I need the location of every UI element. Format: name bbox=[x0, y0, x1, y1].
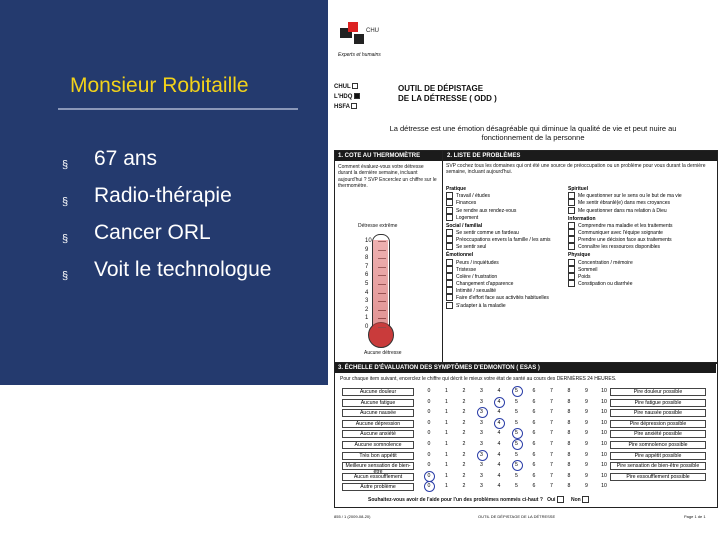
esas-left-label: Aucun essoufflement bbox=[342, 473, 414, 481]
esas-row bbox=[342, 418, 706, 428]
problem-group-title: Information bbox=[568, 215, 596, 222]
bullet-item bbox=[60, 257, 310, 282]
esas-row bbox=[342, 428, 706, 438]
therm-scale-number: 0 bbox=[365, 324, 369, 330]
problem-item-label: Faire d'effort face aux activités habituelles bbox=[456, 295, 549, 302]
problem-item-label: Communiquer avec l'équipe soignante bbox=[578, 229, 663, 236]
problem-item-label: Colère / frustration bbox=[456, 273, 498, 280]
institution-chul: CHUL bbox=[334, 82, 363, 92]
esas-number[interactable]: 3 bbox=[480, 419, 483, 426]
esas-number[interactable]: 0 bbox=[427, 441, 431, 447]
esas-number[interactable]: 0 bbox=[427, 451, 431, 458]
esas-number[interactable]: 5 bbox=[515, 462, 518, 469]
esas-number[interactable]: 2 bbox=[462, 483, 466, 490]
esas-number[interactable]: 10 bbox=[601, 388, 607, 394]
problem-item-label: Se sentir comme un fardeau bbox=[456, 229, 519, 236]
bullet-text: 67 ans bbox=[94, 147, 158, 170]
esas-circled-mark bbox=[512, 386, 523, 397]
esas-circled-mark bbox=[477, 407, 488, 418]
section1-header: 1. COTE AU THERMOMÈTRE bbox=[335, 151, 444, 161]
problem-checkbox[interactable] bbox=[446, 236, 453, 243]
problem-checkbox[interactable] bbox=[446, 266, 453, 273]
problem-item-label: Se rendre aux rendez-vous bbox=[456, 207, 517, 214]
problem-item[interactable] bbox=[568, 266, 712, 273]
esas-number[interactable]: 8 bbox=[567, 451, 571, 458]
esas-row bbox=[342, 471, 706, 481]
esas-left-label: Aucune dépression bbox=[342, 420, 414, 428]
tool-subtitle: DE LA DÉTRESSE ( ODD ) bbox=[398, 94, 497, 103]
problem-group-title: Physique bbox=[568, 252, 591, 259]
problem-item-label: Travail / études bbox=[456, 193, 490, 200]
esas-number[interactable]: 2 bbox=[462, 419, 466, 426]
problem-item-label: Poids bbox=[578, 273, 591, 280]
esas-number[interactable]: 4 bbox=[497, 462, 501, 469]
problem-item-label: Intimité / sexualité bbox=[456, 288, 497, 295]
problem-item-label: Changement d'apparence bbox=[456, 280, 514, 287]
bullet-marker: § bbox=[62, 233, 69, 245]
distress-screening-form bbox=[328, 0, 720, 540]
esas-number[interactable]: 4 bbox=[497, 388, 501, 394]
esas-number[interactable]: 8 bbox=[567, 419, 571, 426]
esas-number[interactable]: 9 bbox=[585, 430, 588, 437]
esas-number[interactable]: 9 bbox=[585, 409, 588, 416]
esas-number[interactable]: 1 bbox=[445, 409, 448, 416]
institution-list bbox=[334, 82, 363, 112]
section3-instructions: Pour chaque item suivant, encerclez le chiffre qui décrit le mieux votre état de santé au cours des DERNIÈRES 24 HEURES. bbox=[340, 376, 617, 382]
esas-number[interactable]: 8 bbox=[567, 483, 571, 490]
problem-item[interactable] bbox=[568, 199, 712, 206]
problem-item[interactable] bbox=[446, 243, 576, 250]
problem-item[interactable] bbox=[446, 259, 576, 266]
esas-number[interactable]: 10 bbox=[601, 483, 607, 490]
problem-item[interactable] bbox=[446, 229, 576, 236]
esas-number[interactable]: 1 bbox=[445, 483, 448, 490]
problem-item-label: Préoccupations envers la famille / les amis bbox=[456, 237, 551, 244]
esas-number[interactable]: 6 bbox=[532, 462, 536, 469]
problem-item-label: Logement bbox=[456, 214, 479, 221]
problem-item[interactable] bbox=[446, 266, 576, 273]
problem-checkbox[interactable] bbox=[568, 199, 575, 206]
problem-item[interactable] bbox=[446, 302, 576, 309]
therm-scale-number: 9 bbox=[365, 246, 369, 253]
esas-circled-mark bbox=[477, 450, 488, 461]
problem-groups-left bbox=[446, 184, 576, 309]
problem-group-title: Social / familial bbox=[446, 222, 483, 229]
problem-item-label: Me questionner dans ma relation à Dieu bbox=[578, 207, 667, 214]
title-divider bbox=[58, 108, 298, 110]
esas-number[interactable]: 0 bbox=[427, 462, 431, 469]
slide-title: Monsieur Robitaille bbox=[70, 74, 249, 97]
esas-left-label: Aucune anxiété bbox=[342, 430, 414, 438]
problem-item[interactable] bbox=[446, 294, 576, 301]
esas-number[interactable]: 9 bbox=[585, 441, 588, 447]
problem-checkbox[interactable] bbox=[568, 229, 575, 236]
esas-number[interactable]: 7 bbox=[550, 441, 553, 447]
esas-row bbox=[342, 481, 706, 491]
bullet-text: Voit le technologue bbox=[94, 258, 272, 281]
problem-item[interactable] bbox=[446, 207, 576, 214]
problem-group-title: Pratique bbox=[446, 186, 467, 192]
problem-group-title: Spirituel bbox=[568, 186, 589, 192]
logo-tagline: Experts et humains bbox=[338, 52, 381, 58]
esas-number[interactable]: 2 bbox=[462, 430, 466, 437]
problem-checkbox[interactable] bbox=[446, 302, 453, 309]
problem-item-label: Constipation ou diarrhée bbox=[578, 280, 633, 287]
bullet-text: Cancer ORL bbox=[94, 221, 211, 244]
bullet-item bbox=[60, 183, 310, 208]
esas-right-label: Pire somnolence possible bbox=[610, 441, 706, 449]
problem-item-label: Sommeil bbox=[578, 266, 598, 273]
esas-number[interactable]: 6 bbox=[532, 451, 536, 458]
footer-center: OUTIL DE DÉPISTAGE DE LA DÉTRESSE bbox=[478, 514, 556, 519]
esas-number[interactable]: 1 bbox=[445, 388, 448, 394]
esas-number[interactable]: 8 bbox=[567, 430, 571, 437]
problem-item[interactable] bbox=[568, 192, 712, 199]
esas-number[interactable]: 2 bbox=[462, 472, 466, 479]
problem-item[interactable] bbox=[446, 214, 576, 221]
problem-checkbox[interactable] bbox=[568, 192, 575, 199]
problem-item[interactable] bbox=[568, 243, 712, 250]
problem-checkbox[interactable] bbox=[568, 236, 575, 243]
esas-number[interactable]: 2 bbox=[462, 462, 466, 469]
problem-item-label: Me questionner sur le sens ou le but de ma vie bbox=[578, 193, 682, 200]
esas-number[interactable]: 5 bbox=[515, 419, 518, 426]
esas-right-label: Pire anxiété possible bbox=[610, 430, 706, 438]
footer-right: Page 1 de 1 bbox=[684, 514, 706, 519]
esas-number[interactable]: 10 bbox=[601, 398, 607, 405]
esas-row bbox=[342, 460, 706, 476]
esas-number[interactable]: 7 bbox=[550, 409, 553, 416]
esas-number[interactable]: 9 bbox=[585, 462, 588, 469]
therm-scale-number: 7 bbox=[365, 263, 369, 270]
problem-item[interactable] bbox=[568, 236, 712, 243]
section1-instructions: Comment évaluez-vous votre détresse durant la dernière semaine, incluant aujourd'hui ? SVP Encerclez un chiffre sur le thermomètre. bbox=[338, 164, 437, 189]
esas-number[interactable]: 4 bbox=[497, 419, 501, 426]
problem-groups-right bbox=[568, 184, 712, 287]
section2-instructions: SVP cochez tous les domaines qui ont été une source de préoccupation ou un problème pour vous durant la dernière semaine, incluant aujourd'hui. bbox=[446, 163, 706, 176]
esas-number[interactable]: 0 bbox=[427, 409, 431, 416]
esas-left-label: Meilleure sensation de bien-être bbox=[342, 462, 414, 470]
svg-text:CHU: CHU bbox=[366, 28, 379, 34]
esas-number[interactable]: 0 bbox=[427, 388, 431, 394]
problem-item-label: Se sentir seul bbox=[456, 244, 487, 251]
therm-scale-number: 4 bbox=[365, 289, 369, 296]
esas-circled-mark bbox=[494, 397, 505, 408]
problem-checkbox[interactable] bbox=[446, 259, 453, 266]
esas-number[interactable]: 10 bbox=[601, 419, 607, 426]
esas-number[interactable]: 3 bbox=[480, 398, 483, 405]
bullet-marker: § bbox=[62, 196, 69, 208]
problem-checkbox[interactable] bbox=[446, 294, 453, 301]
esas-number[interactable]: 1 bbox=[445, 430, 448, 437]
esas-number[interactable]: 4 bbox=[497, 451, 501, 458]
institution-hdq: L'HDQ bbox=[334, 92, 363, 102]
therm-fill bbox=[373, 240, 388, 330]
bullet-item bbox=[60, 146, 310, 171]
esas-row bbox=[342, 450, 706, 460]
esas-number[interactable]: 10 bbox=[601, 451, 607, 458]
esas-number[interactable]: 1 bbox=[445, 398, 448, 405]
esas-number[interactable]: 2 bbox=[462, 388, 466, 394]
bullet-text: Radio-thérapie bbox=[94, 184, 232, 207]
esas-number[interactable]: 8 bbox=[567, 388, 571, 394]
esas-number[interactable]: 3 bbox=[480, 451, 483, 458]
esas-number[interactable]: 9 bbox=[585, 419, 588, 426]
esas-left-label: Aucune somnolence bbox=[342, 441, 414, 449]
problem-checkbox[interactable] bbox=[446, 207, 453, 214]
esas-number[interactable]: 5 bbox=[515, 388, 518, 394]
problem-item[interactable] bbox=[446, 273, 576, 280]
esas-row bbox=[342, 397, 706, 407]
esas-number[interactable]: 10 bbox=[601, 462, 607, 469]
distress-definition: La détresse est une émotion désagréable qui diminue la qualité de vie et peut nuire au fonctionnement de la personne bbox=[389, 124, 677, 142]
problem-item[interactable] bbox=[568, 273, 712, 280]
esas-number[interactable]: 0 bbox=[427, 430, 431, 437]
problem-checkbox[interactable] bbox=[446, 214, 453, 221]
help-question: Souhaitez-vous avoir de l'aide pour l'un des problèmes nommés ci-haut ? Oui Non bbox=[368, 496, 592, 503]
esas-right-label: Pire nausée possible bbox=[610, 409, 706, 417]
esas-number[interactable]: 1 bbox=[445, 441, 448, 447]
problem-checkbox[interactable] bbox=[446, 243, 453, 250]
esas-number[interactable]: 1 bbox=[445, 472, 448, 479]
section-divider bbox=[442, 150, 443, 362]
esas-number[interactable]: 7 bbox=[550, 462, 553, 469]
esas-circled-mark bbox=[424, 481, 435, 492]
problem-item[interactable] bbox=[568, 229, 712, 236]
esas-number[interactable]: 7 bbox=[550, 430, 553, 437]
esas-number[interactable]: 8 bbox=[567, 398, 571, 405]
footer-left: 855 / 1 (2009-08-20) bbox=[334, 514, 371, 519]
esas-number[interactable]: 6 bbox=[532, 398, 536, 405]
esas-number[interactable]: 3 bbox=[480, 409, 483, 416]
problem-item[interactable] bbox=[568, 259, 712, 266]
therm-scale-number: 2 bbox=[365, 306, 369, 313]
esas-number[interactable]: 4 bbox=[497, 398, 501, 405]
esas-number[interactable]: 9 bbox=[585, 483, 588, 490]
esas-number[interactable]: 4 bbox=[497, 441, 501, 447]
esas-number[interactable]: 9 bbox=[585, 472, 588, 479]
problem-item-label: Connaître les ressources disponibles bbox=[578, 244, 660, 251]
problem-item-label: Comprendre ma maladie et les traitements bbox=[578, 222, 673, 229]
therm-scale-number: 8 bbox=[365, 255, 369, 262]
esas-number[interactable]: 1 bbox=[445, 451, 448, 458]
esas-number[interactable]: 5 bbox=[515, 451, 518, 458]
problem-item-label: Concentration / mémoire bbox=[578, 259, 633, 266]
esas-number[interactable]: 5 bbox=[515, 398, 518, 405]
esas-number[interactable]: 0 bbox=[427, 398, 431, 405]
esas-number[interactable]: 3 bbox=[480, 483, 483, 490]
esas-number[interactable]: 6 bbox=[532, 472, 536, 479]
bullet-item bbox=[60, 220, 310, 245]
esas-number[interactable]: 10 bbox=[601, 409, 607, 416]
esas-number[interactable]: 7 bbox=[550, 398, 553, 405]
esas-number[interactable]: 10 bbox=[601, 472, 607, 479]
problem-item[interactable] bbox=[446, 199, 576, 206]
problem-checkbox[interactable] bbox=[568, 266, 575, 273]
problem-item[interactable] bbox=[446, 192, 576, 199]
esas-number[interactable]: 2 bbox=[462, 398, 466, 405]
esas-number[interactable]: 3 bbox=[480, 388, 483, 394]
problem-item-label: Peurs / inquiétudes bbox=[456, 259, 499, 266]
esas-number[interactable]: 4 bbox=[497, 430, 501, 437]
esas-number[interactable]: 9 bbox=[585, 388, 588, 394]
esas-number[interactable]: 0 bbox=[427, 472, 431, 479]
problem-item[interactable] bbox=[446, 287, 576, 294]
esas-circled-mark bbox=[512, 460, 523, 471]
therm-scale-number: 10 bbox=[365, 238, 372, 244]
chu-logo-icon bbox=[336, 20, 396, 52]
esas-right-label: Pire sensation de bien-être possible bbox=[610, 462, 706, 470]
esas-number[interactable]: 8 bbox=[567, 462, 571, 469]
esas-right-label: Pire dépression possible bbox=[610, 420, 706, 428]
section2-header: 2. LISTE DE PROBLÈMES bbox=[444, 151, 717, 161]
esas-number[interactable]: 6 bbox=[532, 419, 536, 426]
esas-number[interactable]: 0 bbox=[427, 483, 431, 490]
problem-checkbox[interactable] bbox=[446, 192, 453, 199]
esas-number[interactable]: 8 bbox=[567, 409, 571, 416]
esas-circled-mark bbox=[494, 418, 505, 429]
esas-number[interactable]: 4 bbox=[497, 483, 501, 490]
problem-item[interactable] bbox=[568, 280, 712, 287]
therm-scale-number: 5 bbox=[365, 281, 369, 287]
esas-number[interactable]: 10 bbox=[601, 430, 607, 437]
problem-item-label: Prendre une décision face aux traitements bbox=[578, 237, 672, 244]
problem-checkbox[interactable] bbox=[446, 199, 453, 206]
problem-item-label: S'adapter à la maladie bbox=[456, 302, 506, 309]
esas-left-label: Aucune fatigue bbox=[342, 399, 414, 407]
bullet-list bbox=[60, 146, 310, 294]
problem-checkbox[interactable] bbox=[446, 280, 453, 287]
problem-checkbox[interactable] bbox=[446, 273, 453, 280]
esas-right-label: Pire appétit possible bbox=[610, 452, 706, 460]
therm-scale-number: 3 bbox=[365, 298, 369, 305]
esas-left-label: Autre problème bbox=[342, 483, 414, 491]
esas-number[interactable]: 3 bbox=[480, 430, 483, 437]
therm-scale-number: 6 bbox=[365, 272, 369, 279]
esas-number[interactable]: 7 bbox=[550, 388, 553, 394]
esas-circled-mark bbox=[512, 439, 523, 450]
therm-top-label: Détresse extrême bbox=[358, 223, 398, 229]
problem-checkbox[interactable] bbox=[446, 287, 453, 294]
esas-number[interactable]: 4 bbox=[497, 409, 501, 416]
problem-checkbox[interactable] bbox=[446, 229, 453, 236]
esas-number[interactable]: 1 bbox=[445, 419, 448, 426]
esas-number[interactable]: 6 bbox=[532, 388, 536, 394]
esas-right-label: Pire fatigue possible bbox=[610, 399, 706, 407]
esas-number[interactable]: 3 bbox=[480, 441, 483, 447]
esas-right-label: Pire douleur possible bbox=[610, 388, 706, 396]
esas-number[interactable]: 3 bbox=[480, 472, 483, 479]
esas-left-label: Aucune nausée bbox=[342, 409, 414, 417]
bullet-marker: § bbox=[62, 159, 69, 171]
esas-number[interactable]: 2 bbox=[462, 451, 466, 458]
problem-checkbox[interactable] bbox=[568, 207, 575, 214]
therm-bottom-label: Aucune détresse bbox=[364, 350, 402, 356]
problem-item[interactable] bbox=[446, 236, 576, 243]
esas-row bbox=[342, 439, 706, 449]
esas-number[interactable]: 9 bbox=[585, 398, 588, 405]
esas-number[interactable]: 6 bbox=[532, 430, 536, 437]
esas-number[interactable]: 5 bbox=[515, 430, 518, 437]
bullet-marker: § bbox=[62, 270, 69, 282]
problem-checkbox[interactable] bbox=[568, 280, 575, 287]
tool-title: OUTIL DE DÉPISTAGE bbox=[398, 84, 484, 93]
problem-checkbox[interactable] bbox=[568, 222, 575, 229]
problem-checkbox[interactable] bbox=[568, 243, 575, 250]
esas-number[interactable]: 7 bbox=[550, 472, 553, 479]
esas-number[interactable]: 7 bbox=[550, 483, 553, 490]
problem-item-label: Tristesse bbox=[456, 266, 477, 273]
esas-number[interactable]: 8 bbox=[567, 472, 571, 479]
esas-number[interactable]: 0 bbox=[427, 419, 431, 426]
esas-number[interactable]: 5 bbox=[515, 441, 518, 447]
problem-group-title: Émotionnel bbox=[446, 252, 474, 259]
esas-number[interactable]: 8 bbox=[567, 441, 571, 447]
esas-number[interactable]: 2 bbox=[462, 409, 466, 416]
esas-number[interactable]: 2 bbox=[462, 441, 466, 447]
esas-number[interactable]: 5 bbox=[515, 472, 518, 479]
problem-item[interactable] bbox=[568, 207, 712, 214]
esas-left-label: Très bon appétit bbox=[342, 452, 414, 460]
esas-number[interactable]: 6 bbox=[532, 409, 536, 416]
esas-left-label: Aucune douleur bbox=[342, 388, 414, 396]
problem-item[interactable] bbox=[568, 222, 712, 229]
therm-scale-number: 1 bbox=[365, 315, 369, 322]
esas-circled-mark bbox=[424, 471, 435, 482]
esas-number[interactable]: 7 bbox=[550, 419, 553, 426]
esas-row bbox=[342, 407, 706, 417]
esas-number[interactable]: 9 bbox=[585, 451, 588, 458]
problem-item[interactable] bbox=[446, 280, 576, 287]
esas-number[interactable]: 5 bbox=[515, 483, 518, 490]
esas-row bbox=[342, 386, 706, 396]
esas-number[interactable]: 7 bbox=[550, 451, 553, 458]
problem-checkbox[interactable] bbox=[568, 273, 575, 280]
problem-item-label: Finances bbox=[456, 200, 477, 207]
esas-circled-mark bbox=[512, 428, 523, 439]
problem-item-label: Me sentir ébranlé(e) dans mes croyances bbox=[578, 200, 670, 207]
esas-right-label: Pire essoufflement possible bbox=[610, 473, 706, 481]
esas-number[interactable]: 6 bbox=[532, 483, 536, 490]
institution-hsfa: HSFA bbox=[334, 102, 363, 112]
esas-number[interactable]: 5 bbox=[515, 409, 518, 416]
esas-number[interactable]: 1 bbox=[445, 462, 448, 469]
esas-number[interactable]: 10 bbox=[601, 441, 607, 447]
problem-checkbox[interactable] bbox=[568, 259, 575, 266]
section3-header: 3. ÉCHELLE D'ÉVALUATION DES SYMPTÔMES D'EDMONTON ( ESAS ) bbox=[335, 363, 716, 373]
esas-number[interactable]: 6 bbox=[532, 441, 536, 447]
esas-number[interactable]: 3 bbox=[480, 462, 483, 469]
esas-number[interactable]: 4 bbox=[497, 472, 501, 479]
